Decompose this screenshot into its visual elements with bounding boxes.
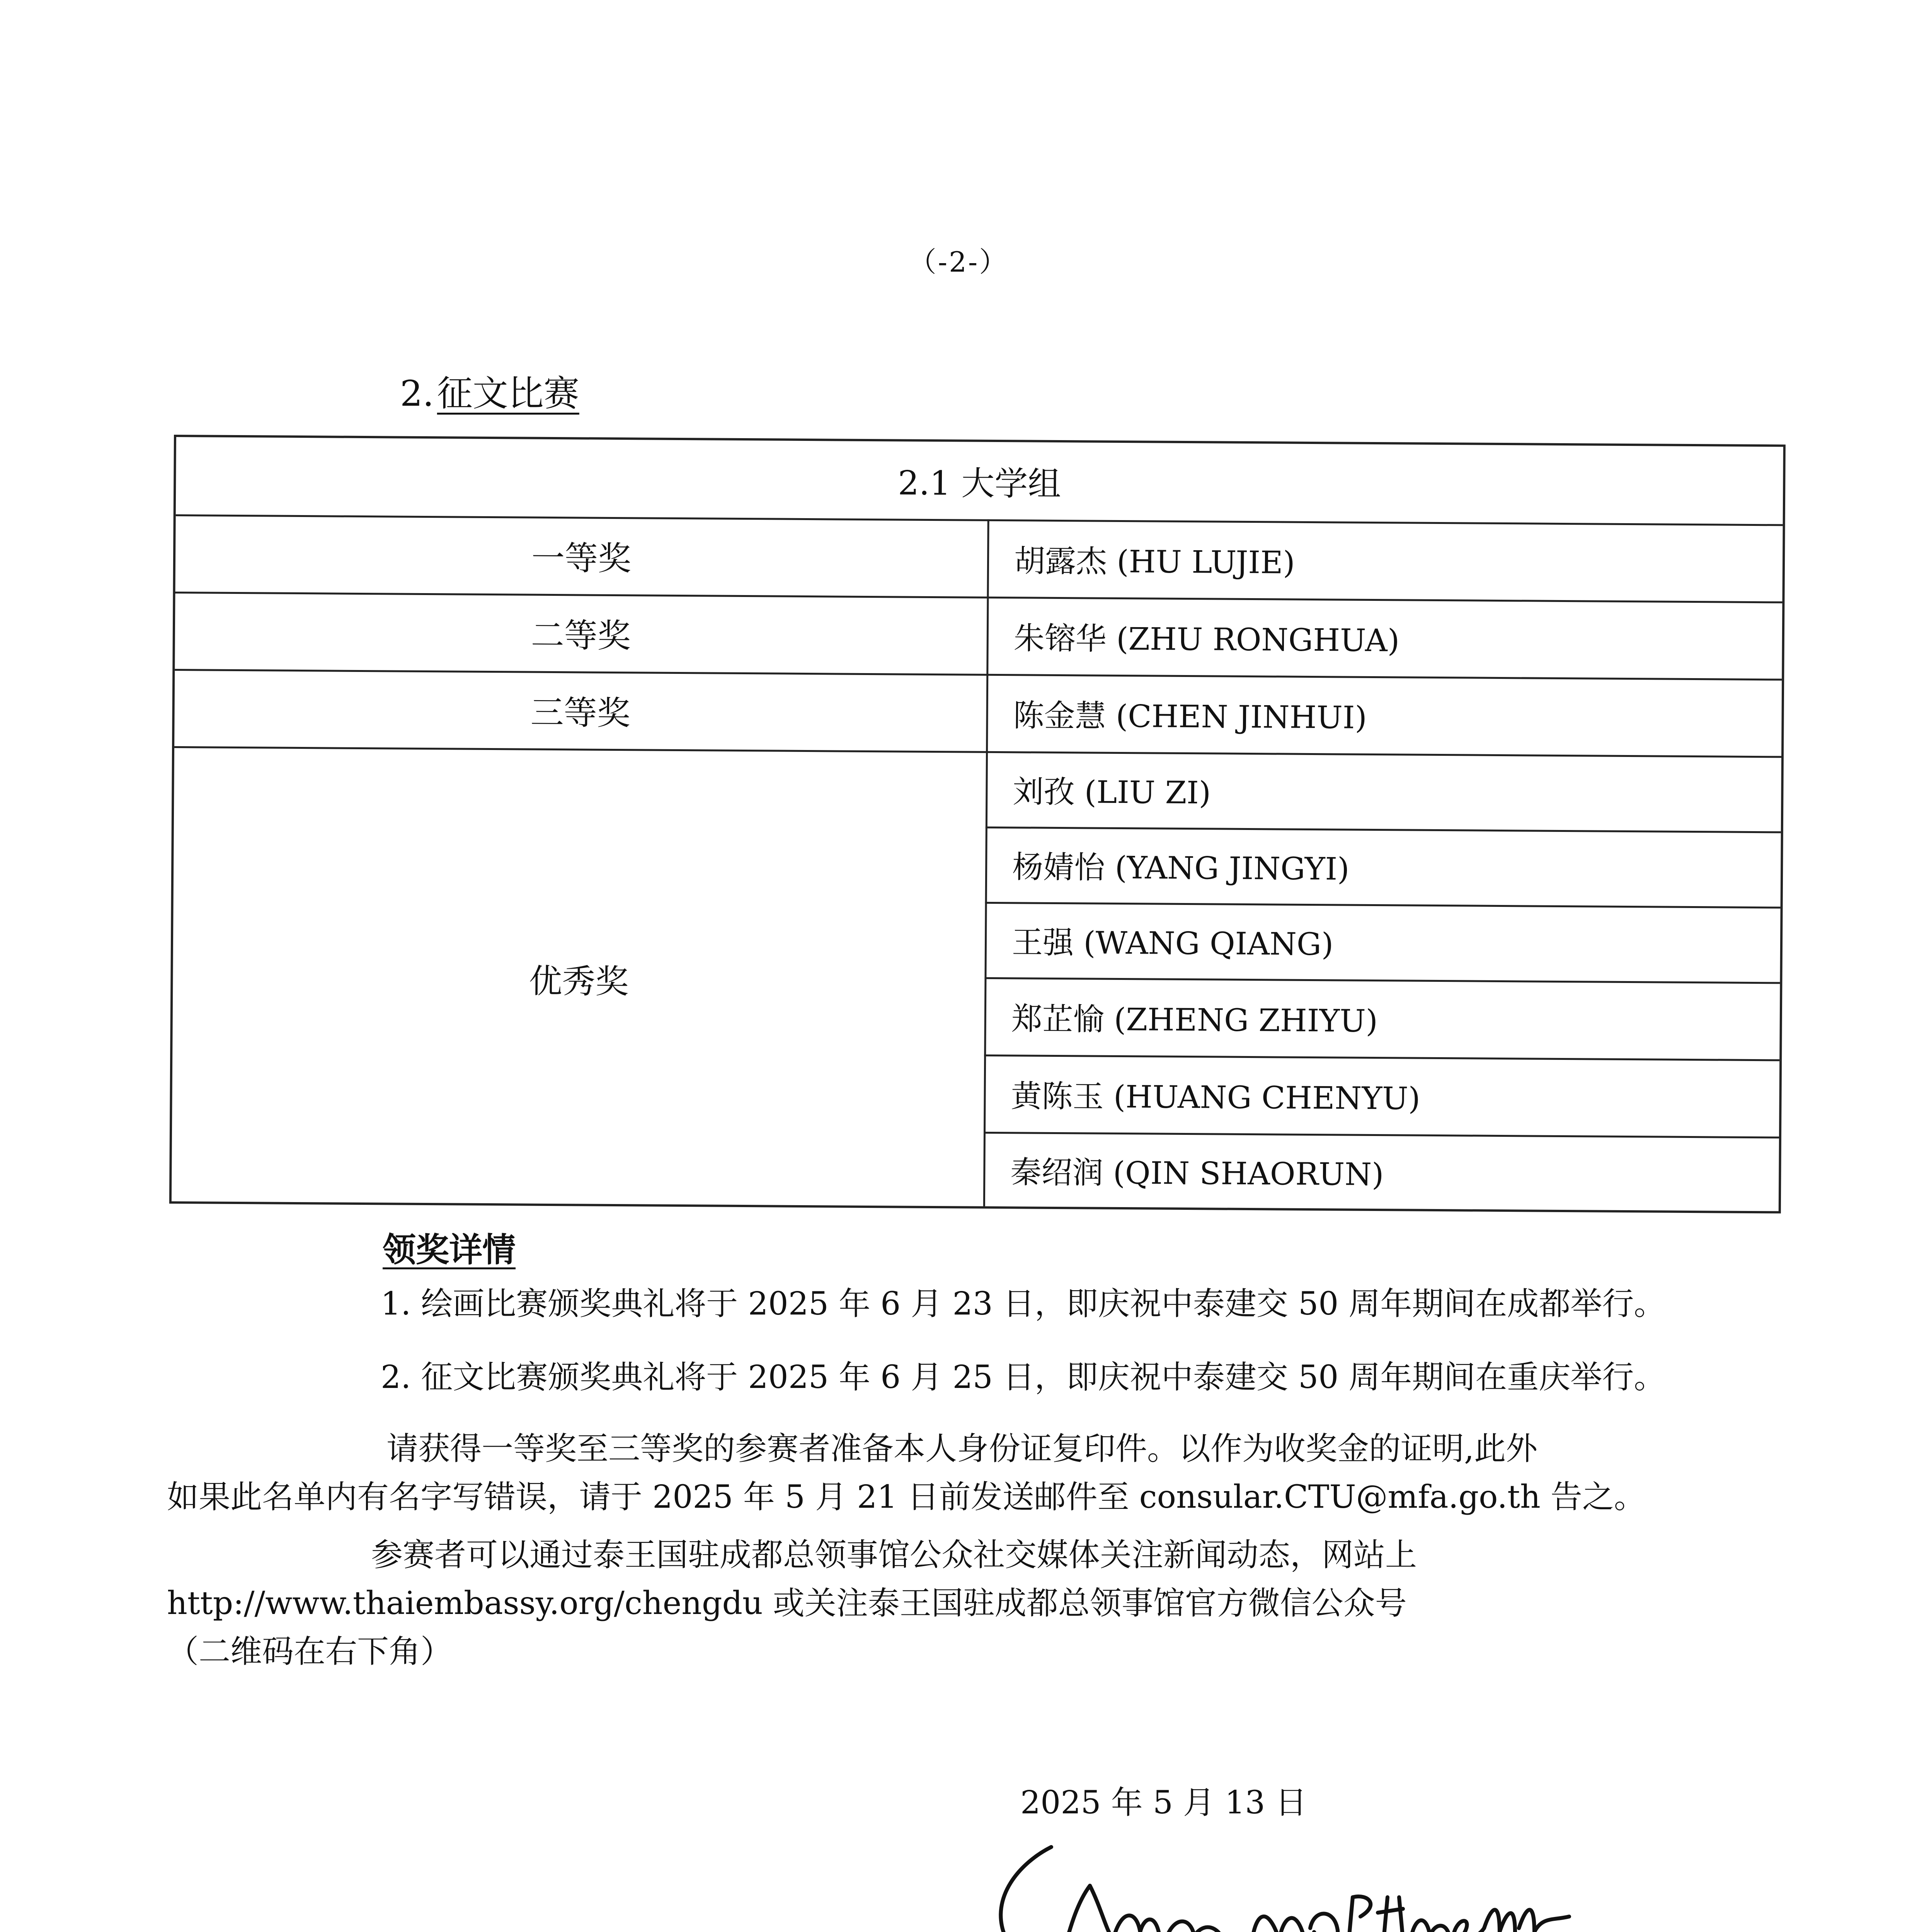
section-number: 2. [400, 373, 434, 414]
table-group-header: 2.1 大学组 [897, 464, 1061, 504]
award-table [169, 435, 1786, 1213]
winner-name: 朱镕华 (ZHU RONGHUA) [1013, 620, 1400, 658]
page-number: （-2-） [908, 246, 1009, 278]
details-paragraph-3-line-2: 如果此名单内有名字写错误，请于 2025 年 5 月 21 日前发送邮件至 consular.CTU@mfa.go.th 告之。 [167, 1479, 1646, 1515]
details-paragraph-4-line-3: （二维码在右下角） [167, 1633, 453, 1670]
details-paragraph-4-line-1: 参赛者可以通过泰王国驻成都总领事馆公众社交媒体关注新闻动态，网站上 [371, 1537, 1417, 1573]
handwritten-signature [974, 1839, 1577, 1932]
rank-second: 二等奖 [531, 616, 631, 656]
details-paragraph-2: 2. 征文比赛颁奖典礼将于 2025 年 6 月 25 日，即庆祝中泰建交 50 周年期间在重庆举行。 [381, 1359, 1666, 1396]
winner-name: 陈金慧 (CHEN JINHUI) [1013, 697, 1367, 736]
details-paragraph-4-line-2: http://www.thaiembassy.org/chengdu 或关注泰王国驻成都总领事馆官方微信公众号 [167, 1585, 1407, 1622]
details-paragraph-1: 1. 绘画比赛颁奖典礼将于 2025 年 6 月 23 日，即庆祝中泰建交 50 周年期间在成都举行。 [381, 1286, 1666, 1322]
rank-third: 三等奖 [530, 693, 630, 733]
winner-name: 王强 (WANG QIANG) [1011, 924, 1334, 963]
winner-name: 胡露杰 (HU LUJIE) [1014, 543, 1295, 581]
winner-name: 黄陈玉 (HUANG CHENYU) [1011, 1078, 1421, 1117]
rank-excellence: 优秀奖 [529, 962, 629, 1002]
section-title [400, 365, 579, 416]
winner-name: 秦绍润 (QIN SHAORUN) [1010, 1154, 1384, 1193]
details-paragraph-3-line-1: 请获得一等奖至三等奖的参赛者准备本人身份证复印件。以作为收奖金的证明,此外 [386, 1430, 1538, 1467]
winner-name: 刘孜 (LIU ZI) [1013, 774, 1211, 811]
letter-date: 2025 年 5 月 13 日 [1020, 1784, 1307, 1821]
details-heading: 领奖详情 [383, 1230, 516, 1269]
winner-name: 郑芷愉 (ZHENG ZHIYU) [1011, 1000, 1378, 1039]
rank-first: 一等奖 [531, 539, 632, 578]
section-title-text: 征文比赛 [437, 373, 579, 414]
winner-name: 杨婧怡 (YANG JINGYI) [1012, 849, 1350, 887]
